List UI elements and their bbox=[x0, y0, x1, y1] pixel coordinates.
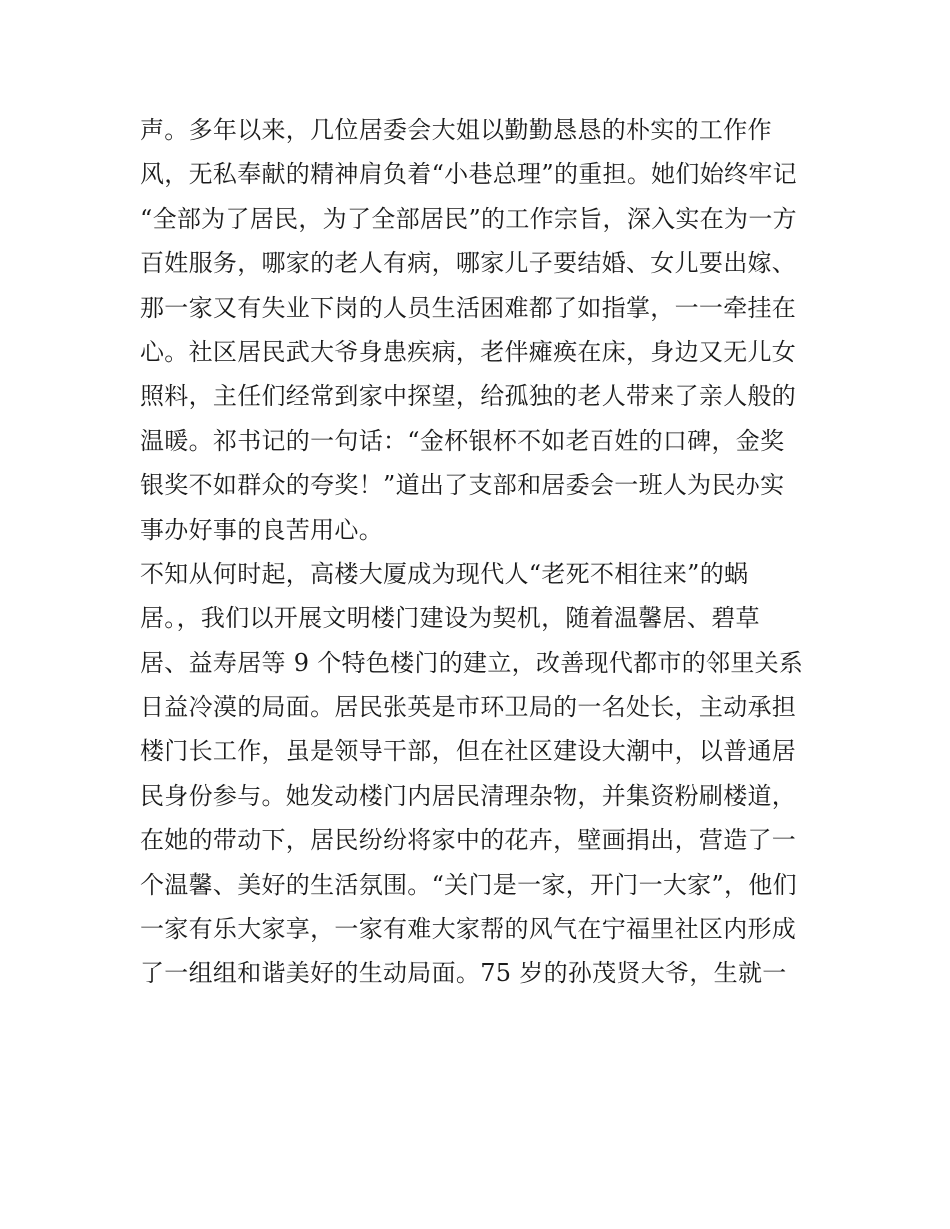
text-line: 百姓服务，哪家的老人有病，哪家儿子要结婚、女儿要出嫁、 bbox=[140, 249, 797, 278]
text-line: 在她的带动下，居民纷纷将家中的花卉，壁画捐出，营造了一 bbox=[140, 826, 797, 855]
text-line: 日益冷漠的局面。居民张英是市环卫局的一名处长，主动承担 bbox=[140, 693, 797, 722]
document-body bbox=[140, 108, 820, 996]
text-line: 居。，我们以开展文明楼门建设为契机，随着温馨居、碧草 bbox=[140, 604, 760, 633]
text-line: 照料，主任们经常到家中探望，给孤独的老人带来了亲人般的 bbox=[140, 382, 797, 411]
paragraph-1 bbox=[140, 108, 820, 552]
text-line: 不知从何时起，高楼大厦成为现代人“老死不相往来”的蜗 bbox=[140, 559, 749, 588]
text-line: 声。多年以来，几位居委会大姐以勤勤恳恳的朴实的工作作 bbox=[140, 116, 772, 144]
paragraph-2 bbox=[140, 552, 820, 996]
text-line: 个温馨、美好的生活氛围。“关门是一家，开门一大家”，他们 bbox=[140, 870, 797, 899]
text-line: 温暖。祁书记的一句话：“金杯银杯不如老百姓的口碑，金奖 bbox=[140, 426, 785, 455]
text-line: 风，无私奉献的精神肩负着“小巷总理”的重担。她们始终牢记 bbox=[140, 160, 797, 189]
text-line: 那一家又有失业下岗的人员生活困难都了如指掌，一一牵挂在 bbox=[140, 293, 797, 322]
text-line: 居、益寿居等 9 个特色楼门的建立，改善现代都市的邻里关系 bbox=[140, 648, 804, 677]
text-line: 心。社区居民武大爷身患疾病，老伴瘫痪在床，身边又无儿女 bbox=[140, 337, 797, 366]
text-line: 了一组组和谐美好的生动局面。75 岁的孙茂贤大爷，生就一 bbox=[140, 959, 787, 988]
text-line: 一家有乐大家享，一家有难大家帮的风气在宁福里社区内形成 bbox=[140, 915, 797, 944]
text-line: 民身份参与。她发动楼门内居民清理杂物，并集资粉刷楼道， bbox=[140, 781, 797, 810]
text-line: “全部为了居民，为了全部居民”的工作宗旨，深入实在为一方 bbox=[140, 204, 797, 233]
text-line: 银奖不如群众的夸奖！”道出了支部和居委会一班人为民办实 bbox=[140, 471, 785, 500]
text-line: 楼门长工作，虽是领导干部，但在社区建设大潮中，以普通居 bbox=[140, 737, 797, 766]
text-line: 事办好事的良苦用心。 bbox=[140, 515, 383, 544]
